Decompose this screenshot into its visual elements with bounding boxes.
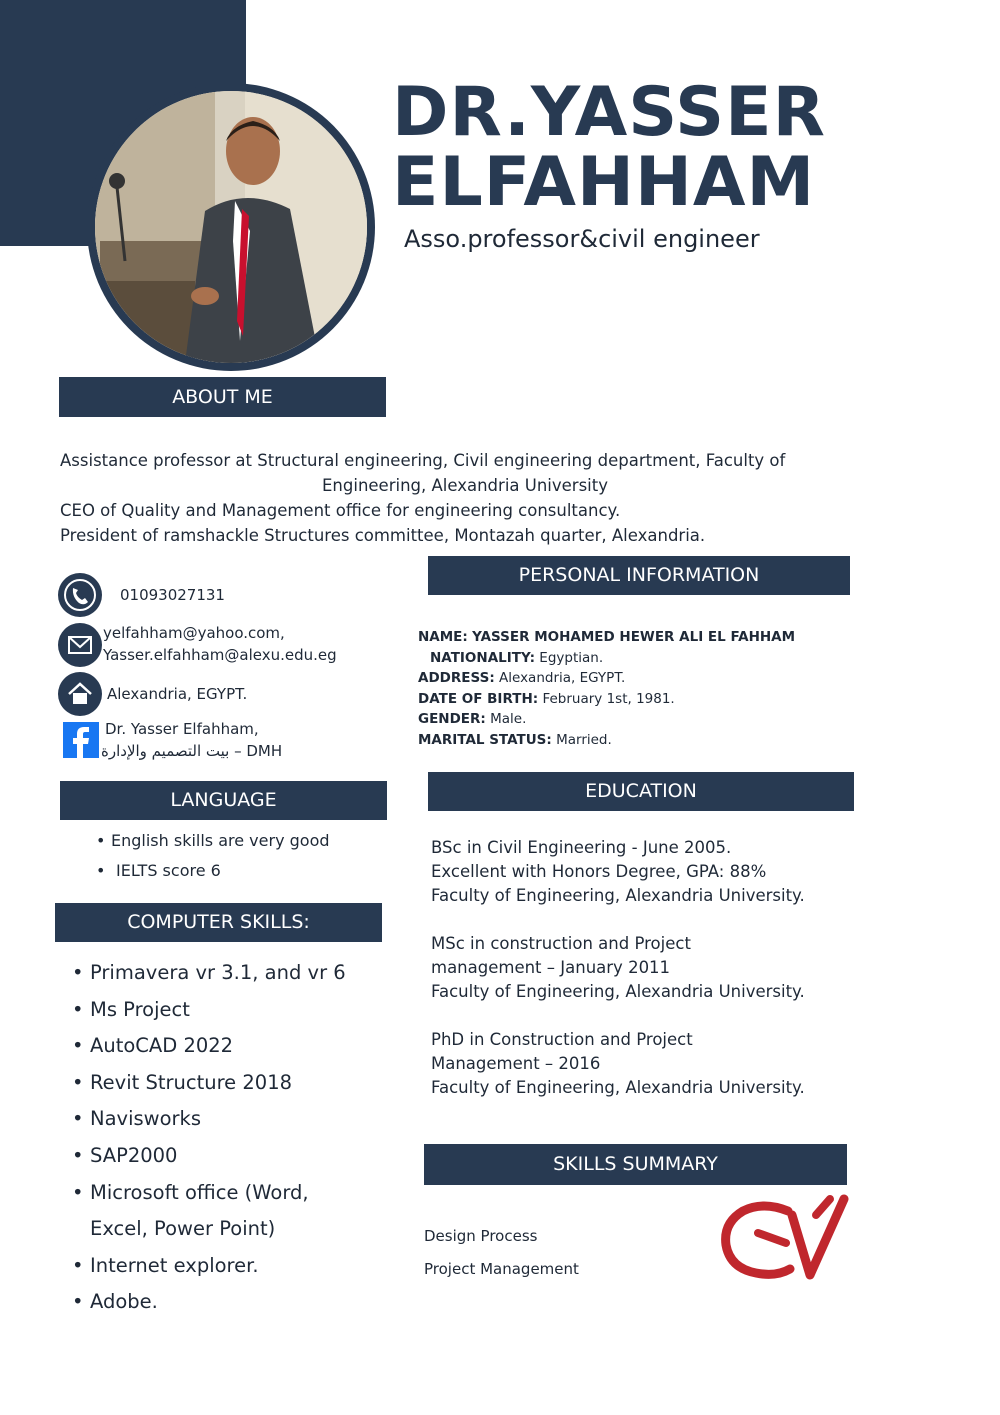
cv-logo bbox=[718, 1193, 850, 1283]
edu-line: Excellent with Honors Degree, GPA: 88% bbox=[431, 862, 767, 881]
education-phd bbox=[431, 1028, 851, 1100]
full-name bbox=[392, 73, 826, 222]
home-icon bbox=[58, 672, 102, 716]
about-text bbox=[60, 448, 870, 548]
phone-icon bbox=[58, 573, 102, 617]
about-line: CEO of Quality and Management office for engineering consultancy. bbox=[60, 501, 621, 520]
list-item: • AutoCAD 2022 bbox=[72, 1028, 346, 1065]
pinfo-value: Egyptian. bbox=[539, 649, 604, 666]
pinfo-label: GENDER: bbox=[418, 711, 486, 727]
pinfo-label: NATIONALITY: bbox=[430, 649, 535, 666]
edu-line: Faculty of Engineering, Alexandria University. bbox=[431, 886, 805, 905]
list-item: • English skills are very good bbox=[96, 826, 330, 856]
pinfo-value: Male. bbox=[490, 711, 527, 727]
edu-line: Faculty of Engineering, Alexandria University. bbox=[431, 982, 805, 1001]
profile-photo bbox=[95, 91, 367, 363]
address-text: Alexandria, EGYPT. bbox=[107, 685, 248, 703]
education-bsc bbox=[431, 836, 851, 908]
list-item: • Internet explorer. bbox=[72, 1248, 346, 1285]
facebook-page-name[interactable]: بيت التصميم والإدارة – DMH bbox=[101, 742, 283, 760]
pinfo-value: Alexandria, EGYPT. bbox=[499, 670, 626, 686]
computer-skills-heading: COMPUTER SKILLS: bbox=[55, 903, 382, 942]
language-heading: LANGUAGE bbox=[60, 781, 387, 820]
list-item: • Ms Project bbox=[72, 992, 346, 1029]
about-line: Engineering, Alexandria University bbox=[322, 476, 608, 495]
pinfo-value: YASSER MOHAMED HEWER ALI EL FAHHAM bbox=[472, 629, 796, 645]
phone-number[interactable]: 01093027131 bbox=[120, 586, 225, 604]
pinfo-value: February 1st, 1981. bbox=[542, 690, 675, 707]
summary-item: Project Management bbox=[424, 1260, 579, 1278]
personal-info bbox=[418, 627, 848, 750]
name-line-2: ELFAHHAM bbox=[392, 143, 816, 222]
pinfo-gender bbox=[418, 709, 848, 730]
pinfo-label: MARITAL STATUS: bbox=[418, 731, 552, 748]
edu-line: Management – 2016 bbox=[431, 1054, 601, 1073]
pinfo-dob bbox=[418, 689, 848, 710]
list-item: • IELTS score 6 bbox=[96, 856, 330, 886]
list-item: • Navisworks bbox=[72, 1101, 346, 1138]
list-item: • Microsoft office (Word, bbox=[72, 1175, 346, 1212]
list-item-continuation: Excel, Power Point) bbox=[90, 1217, 276, 1241]
skills-summary-heading: SKILLS SUMMARY bbox=[424, 1144, 847, 1185]
name-line-1: DR.YASSER bbox=[392, 73, 826, 152]
list-item: • Revit Structure 2018 bbox=[72, 1065, 346, 1102]
facebook-icon[interactable] bbox=[63, 722, 99, 758]
edu-line: Faculty of Engineering, Alexandria University. bbox=[431, 1078, 805, 1097]
pinfo-value: Married. bbox=[556, 731, 612, 748]
job-title: Asso.professor&civil engineer bbox=[404, 225, 760, 253]
email-link[interactable]: yelfahham@yahoo.com, bbox=[103, 624, 285, 642]
about-line: Assistance professor at Structural engineering, Civil engineering department, Faculty of bbox=[60, 451, 786, 470]
pinfo-name bbox=[418, 627, 848, 648]
list-item: • SAP2000 bbox=[72, 1138, 346, 1175]
language-list bbox=[96, 826, 330, 886]
facebook-name[interactable]: Dr. Yasser Elfahham, bbox=[105, 720, 259, 738]
education-heading: EDUCATION bbox=[428, 772, 854, 811]
edu-line: BSc in Civil Engineering - June 2005. bbox=[431, 838, 732, 857]
computer-skills-list bbox=[72, 955, 346, 1321]
list-item: • Adobe. bbox=[72, 1284, 346, 1321]
pinfo-label: DATE OF BIRTH: bbox=[418, 690, 539, 707]
pinfo-marital bbox=[418, 730, 848, 751]
email-addresses bbox=[103, 622, 337, 666]
edu-line: management – January 2011 bbox=[431, 958, 671, 977]
about-heading: ABOUT ME bbox=[59, 377, 386, 417]
edu-line: MSc in construction and Project bbox=[431, 934, 691, 953]
pinfo-label: ADDRESS: bbox=[418, 670, 495, 686]
facebook-page bbox=[101, 718, 282, 762]
email-link[interactable]: Yasser.elfahham@alexu.edu.eg bbox=[103, 646, 337, 664]
list-item: • Primavera vr 3.1, and vr 6 bbox=[72, 955, 346, 992]
about-line: President of ramshackle Structures committee, Montazah quarter, Alexandria. bbox=[60, 526, 706, 545]
pinfo-address bbox=[418, 668, 848, 689]
summary-item: Design Process bbox=[424, 1227, 538, 1245]
pinfo-nationality bbox=[418, 648, 848, 669]
personal-info-heading: PERSONAL INFORMATION bbox=[428, 556, 850, 595]
envelope-icon bbox=[58, 623, 102, 667]
edu-line: PhD in Construction and Project bbox=[431, 1030, 693, 1049]
education-msc bbox=[431, 932, 851, 1004]
pinfo-label: NAME: bbox=[418, 629, 468, 645]
